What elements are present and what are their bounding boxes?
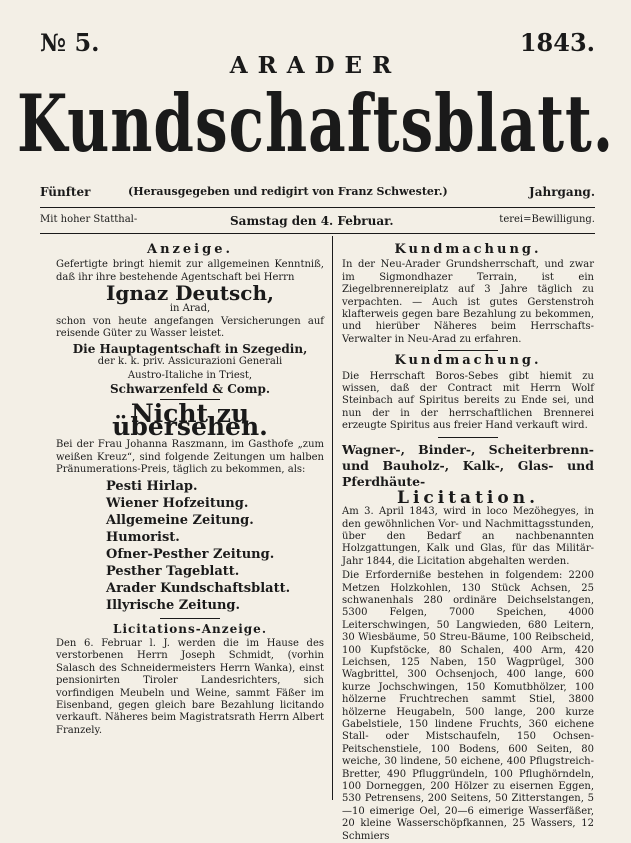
nicht-text: Bei der Frau Johanna Raszmann, im Gasthofe „zum weißen Kreuz“, sind folgende Zeitungen um halben Pränumerations-Preis, täglich zu bekommen, als: — [56, 439, 324, 476]
paper-item: Ofner-Pesther Zeitung. — [106, 546, 275, 562]
agency-line-4: Schwarzenfeld & Comp. — [109, 382, 271, 397]
kund2-heading: Kundmachung. — [394, 353, 542, 369]
licitation-heading: Licitation. — [396, 487, 539, 508]
paper-item: Humorist. — [106, 529, 180, 545]
column-divider — [332, 236, 333, 800]
agency-line-1: Die Hauptagentschaft in Szegedin, — [72, 341, 308, 356]
date-left: Mit hoher Statthal- — [40, 214, 138, 225]
kund1-heading: Kundmachung. — [394, 242, 542, 257]
nicht-heading: Nicht zu übersehen. — [112, 399, 268, 441]
divider — [438, 350, 498, 351]
divider — [438, 437, 498, 438]
divider — [160, 618, 220, 619]
licitation-text-1: Am 3. April 1843, wird in loco Mezöhegyes, in den gewöhnlichen Vor- und Nachmittagsstunden, über den Bedarf an nachbenannten Holzgattungen, Kalk und Glas, für das Militär-Jahr 1844, die Licitation abgehalten werden. — [342, 506, 594, 567]
right-column — [342, 240, 594, 842]
masthead-small: ARADER — [229, 52, 402, 79]
agency-line-3: Austro-Italiche in Triest, — [127, 369, 253, 381]
paper-item: Pesti Hirlap. — [106, 478, 198, 494]
year: 1843. — [519, 28, 595, 57]
date-center: Samstag den 4. Februar. — [230, 214, 394, 228]
anzeige-text2: schon von heute angefangen Versicherungen auf reisende Güter zu Wasser leistet. — [56, 316, 324, 340]
date-row — [40, 214, 595, 232]
kund1-text: In der Neu-Arader Grundsherrschaft, und zwar im Sigmondhazer Terrain, ist ein Ziegelbrennereiplatz auf 3 Jahre täglich zu verpachten. — Auch ist gutes Gerstenstroh klafterweis gegen bare Bezahlung zu bekommen, und hierüber Näheres beim Herrschafts-Verwalter in Neu-Arad zu erfahren. — [342, 259, 594, 345]
paper-item: Wiener Hofzeitung. — [106, 495, 249, 511]
lic-anzeige-heading: Licitations-Anzeige. — [113, 621, 267, 636]
subline-left: Fünfter — [40, 185, 91, 199]
kund2-text: Die Herrschaft Boros-Sebes gibt hiemit zu wissen, daß der Contract mit Herrn Wolf Steinbach auf Spiritus bereits zu Ende sei, und nun der in der herrschaftlichen Brennerei erzeugte Spiritus aus freier Hand verkauft wird. — [342, 370, 594, 432]
masthead-title: Kundschaftsblatt. — [16, 78, 615, 170]
wagner-heading: Wagner-, Binder-, Scheiterbrenn- und Bauholz-, Kalk-, Glas- und Pferdhäute- — [342, 441, 594, 489]
date-right: terei=Bewilligung. — [499, 214, 595, 225]
subline-center: (Herausgegeben und redigirt von Franz Schwester.) — [128, 185, 448, 198]
lic-anzeige-text: Den 6. Februar l. J. werden die im Hause des verstorbenen Herrn Joseph Schmidt, (vorhin Salasch des Schneidermeisters Herrn Wanka), einst pensionirten Tiroler Landesrichters, sich vorfindigen Meubeln und Weine, sammt Fäßer im Eisenband, gegen gleich bare Bezahlung licitando verkauft. Näheres beim Magistratsrath Herrn Albert Franzely. — [56, 637, 324, 736]
paper-item: Allgemeine Zeitung. — [106, 512, 254, 528]
subline — [40, 185, 595, 203]
header-rule-bottom — [40, 233, 595, 234]
anzeige-text: Gefertigte bringt hiemit zur allgemeinen Kenntniß, daß ihr ihre bestehende Agentschaft bei Herrn — [56, 259, 324, 283]
left-column — [56, 240, 324, 800]
licitation-text-2: Die Erforderniße bestehen in folgendem: 2200 Metzen Holzkohlen, 130 Stück Achsen, 25 schwanenhals 280 ordinäre Deichselstangen, 5300 Felgen, 7000 Speichen, 4000 Leiterschwingen, 50 Langwieden, 680 Leitern, 30 Wiesbäume, 50 Streu-Bäume, 100 Reibscheid, 100 Kupfstöcke, 80 Schalen, 400 Arm, 420 Leichsen, 125 Naben, 150 Wagprügel, 300 Wagbrittel, 300 Ochsenjoch, 400 lange, 600 kurze Jochschwingen, 150 Komutbhölzer, 100 hölzerne Fruchtrechen sammt Stiel, 3800 hölzerne Heugabeln, 500 lange, 200 kurze Gabelstiele, 150 lindene Fruchts, 360 eichene Stall- oder Mistschaufeln, 150 Ochsen-Peitschenstiele, 100 Bodens, 600 Seiten, 80 weiche, 30 lindene, 50 eichene, 400 Pflugstreich-Bretter, 490 Pfluggründeln, 100 Pflughörndeln, 100 Dorneggen, 200 Hölzer zu eisernen Eggen, 530 Petrensens, 200 Seitens, 50 Zitterstangen, 5—10 eimerige Oel, 20—6 eimerige Wasserfäßer, 20 kleine Wasserschöpfkannen, 25 Wassers, 12 Schmiers — [342, 570, 594, 842]
header-rule-top — [40, 207, 595, 208]
subline-right: Jahrgang. — [529, 185, 595, 199]
anzeige-place: in Arad, — [169, 302, 211, 314]
anzeige-heading: Anzeige. — [146, 242, 234, 257]
anzeige-name: Ignaz Deutsch, — [106, 281, 274, 306]
issue-number: № 5. — [40, 28, 100, 57]
paper-item: Arader Kundschaftsblatt. — [106, 580, 291, 596]
paper-item: Illyrische Zeitung. — [106, 597, 241, 613]
agency-line-2: der k. k. priv. Assicurazioni Generali — [97, 356, 283, 368]
paper-item: Pesther Tageblatt. — [106, 563, 240, 579]
